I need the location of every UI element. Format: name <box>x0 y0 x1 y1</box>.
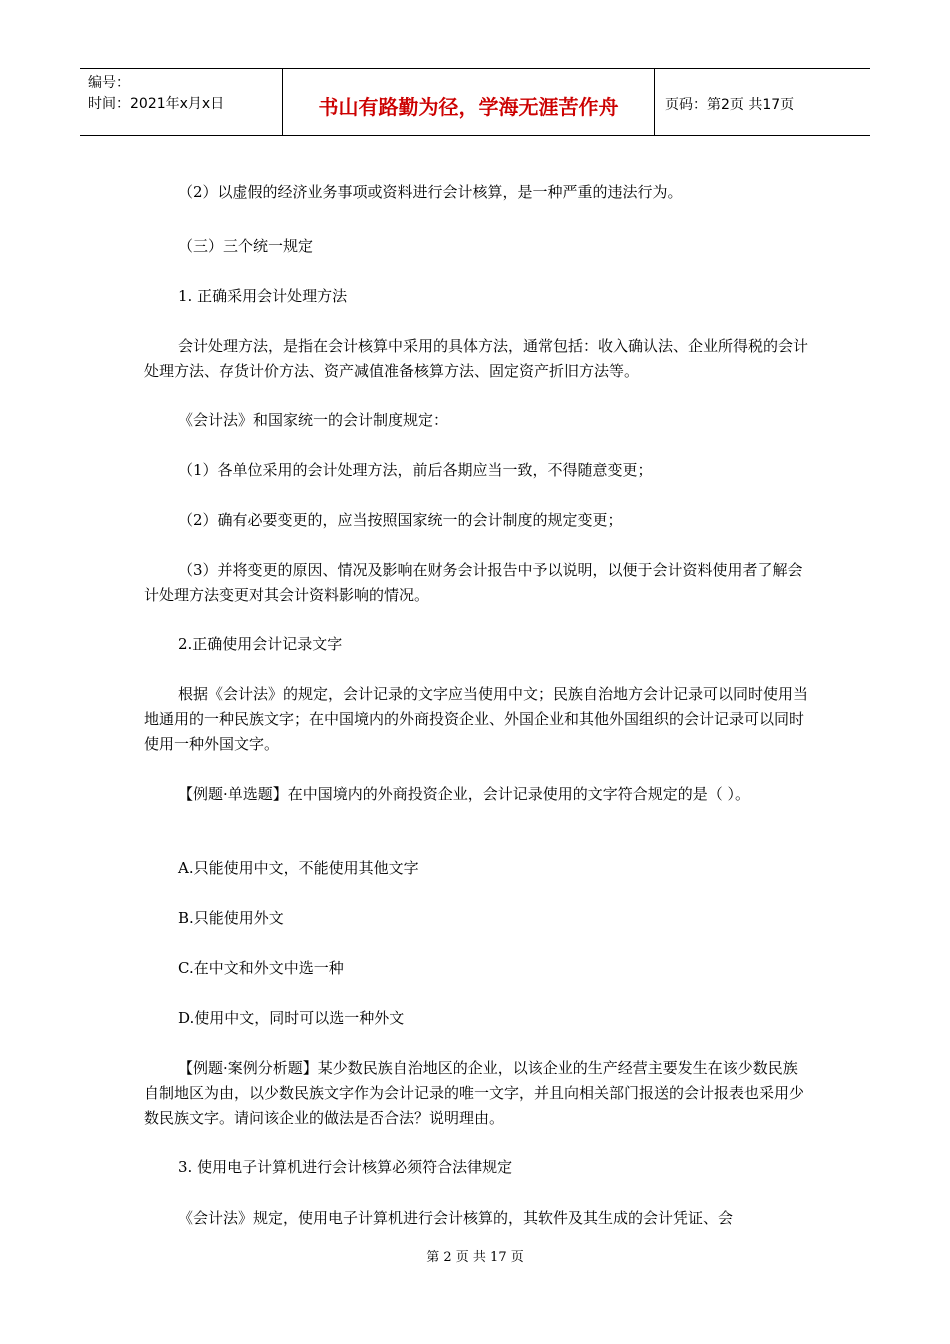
list-item: （1）各单位采用的会计处理方法，前后各期应当一致，不得随意变更； <box>178 461 653 479</box>
list-item: （3）并将变更的原因、情况及影响在财务会计报告中予以说明，以便于会计资料使用者了解会计处理方法变更对其会计资料影响的情况。 <box>144 561 803 604</box>
subsection-heading: 1. 正确采用会计处理方法 <box>178 287 348 305</box>
document-number-label: 编号： <box>88 75 130 91</box>
paragraph: 会计处理方法，是指在会计核算中采用的具体方法，通常包括：收入确认法、企业所得税的会计处理方法、存货计价方法、资产减值准备核算方法、固定资产折旧方法等。 <box>144 337 809 380</box>
subsection-heading: 3. 使用电子计算机进行会计核算必须符合法律规定 <box>178 1158 513 1176</box>
example-question: 【例题·单选题】在中国境内的外商投资企业，会计记录使用的文字符合规定的是（ ）。 <box>178 785 751 803</box>
document-time-label: 时间：2021年x月x日 <box>88 96 225 112</box>
subsection-heading: 2.正确使用会计记录文字 <box>178 635 343 653</box>
header-info <box>80 69 283 135</box>
option-d: D.使用中文，同时可以选一种外文 <box>178 1009 405 1027</box>
paragraph: 《会计法》和国家统一的会计制度规定： <box>178 411 449 429</box>
header-page-indicator: 页码：第2页 共17页 <box>665 97 795 113</box>
list-item: （2）确有必要变更的，应当按照国家统一的会计制度的规定变更； <box>178 511 623 529</box>
paragraph: 根据《会计法》的规定，会计记录的文字应当使用中文；民族自治地方会计记录可以同时使用当地通用的一种民族文字；在中国境内的外商投资企业、外国企业和其他外国组织的会计记录可以同时使用一种外国文字。 <box>144 685 809 753</box>
option-a: A.只能使用中文，不能使用其他文字 <box>178 859 419 877</box>
page-header <box>80 68 870 136</box>
paragraph: 《会计法》规定，使用电子计算机进行会计核算的，其软件及其生成的会计凭证、会 <box>178 1209 734 1227</box>
option-b: B.只能使用外文 <box>178 909 284 927</box>
header-motto: 书山有路勤为径，学海无涯苦作舟 <box>283 69 655 135</box>
example-case: 【例题·案例分析题】某少数民族自治地区的企业，以该企业的生产经营主要发生在该少数民族自制地区为由，以少数民族文字作为会计记录的唯一文字，并且向相关部门报送的会计报表也采用少数民族文字。请问该企业的做法是否合法？说明理由。 <box>144 1059 805 1127</box>
paragraph: （2）以虚假的经济业务事项或资料进行会计核算，是一种严重的违法行为。 <box>178 183 683 201</box>
page-footer: 第 2 页 共 17 页 <box>426 1250 524 1265</box>
section-heading: （三）三个统一规定 <box>178 237 314 255</box>
option-c: C.在中文和外文中选一种 <box>178 959 344 977</box>
